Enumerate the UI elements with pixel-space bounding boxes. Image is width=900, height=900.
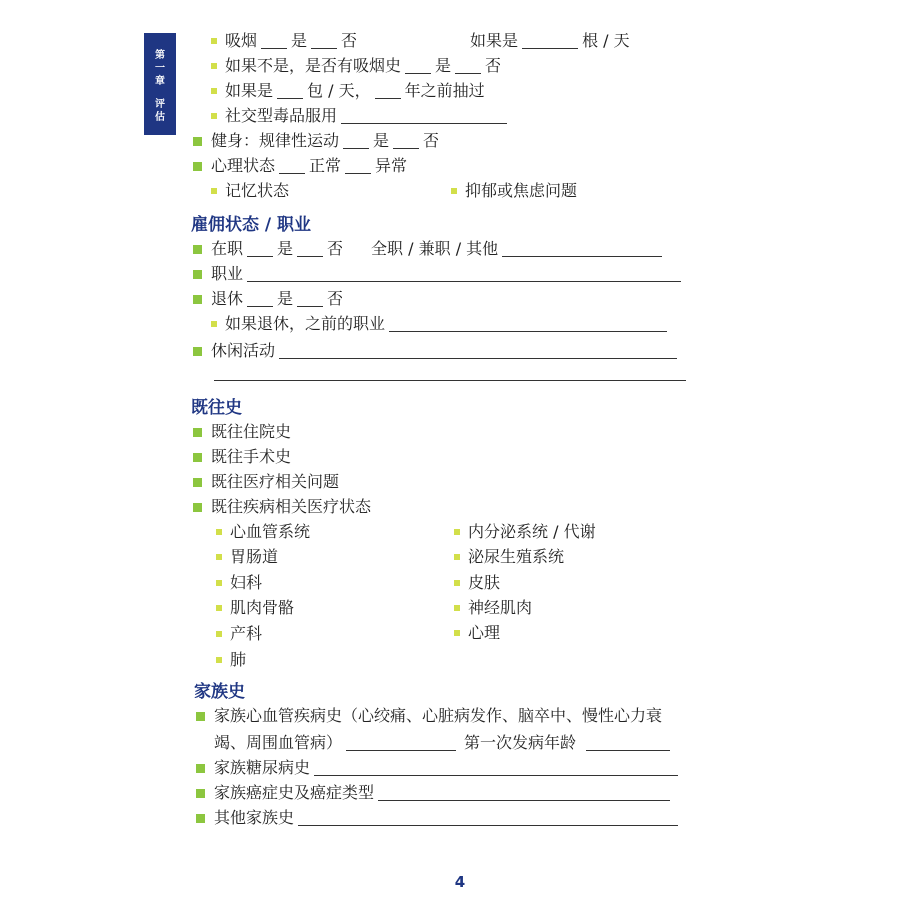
history-item-label: 既往手术史 — [211, 447, 292, 466]
retired-no-blank[interactable] — [297, 292, 323, 307]
bullet-icon — [196, 789, 205, 798]
history-heading: 既往史 — [191, 398, 242, 418]
bullet-icon — [216, 631, 222, 637]
occupation-label: 职业 — [211, 264, 244, 283]
years-ago-label: 年之前抽过 — [404, 81, 485, 100]
bullet-icon — [211, 188, 217, 194]
mental-label: 心理状态 — [211, 156, 276, 175]
list-item — [216, 650, 246, 670]
no-label: 否 — [327, 239, 344, 258]
list-item — [193, 472, 339, 492]
family-diabetes-blank[interactable] — [314, 761, 678, 776]
list-item — [454, 598, 532, 618]
employed-row — [193, 239, 666, 259]
family-cancer-label: 家族癌症史及癌症类型 — [214, 783, 375, 802]
family-cardio-row-continued — [214, 733, 674, 753]
packs-blank[interactable] — [277, 84, 303, 99]
bullet-icon — [216, 605, 222, 611]
retired-row — [193, 289, 343, 309]
bullet-icon — [454, 580, 460, 586]
leisure-row — [193, 341, 681, 361]
smoking-row — [211, 31, 630, 51]
bullet-icon — [193, 270, 202, 279]
years-blank[interactable] — [375, 84, 401, 99]
first-onset-label: 第一次发病年龄 — [464, 733, 577, 752]
yes-label: 是 — [373, 131, 390, 150]
family-diabetes-row — [196, 758, 682, 778]
social-drugs-label: 社交型毒品服用 — [225, 106, 338, 125]
leisure-blank[interactable] — [279, 344, 677, 359]
employment-type-label: 全职 / 兼职 / 其他 — [371, 239, 499, 258]
smoking-yes-blank[interactable] — [261, 34, 287, 49]
fitness-yes-blank[interactable] — [343, 134, 369, 149]
bullet-icon — [216, 529, 222, 535]
bullet-icon — [193, 162, 202, 171]
bullet-icon — [211, 113, 217, 119]
chapter-char: 第 — [155, 50, 165, 61]
list-item — [193, 422, 291, 442]
if-yes-label: 如果是 — [470, 31, 519, 50]
bullet-icon — [193, 478, 202, 487]
smoking-history-row — [211, 56, 501, 76]
memory-label: 记忆状态 — [225, 181, 290, 200]
history-item-label: 既往住院史 — [211, 422, 292, 441]
family-other-blank[interactable] — [298, 811, 678, 826]
bullet-icon — [196, 712, 205, 721]
previous-job-label: 如果退休，之前的职业 — [225, 314, 386, 333]
system-label: 肺 — [230, 650, 247, 669]
list-item — [216, 522, 310, 542]
packs-row — [211, 81, 485, 101]
cigarettes-per-day-blank[interactable] — [522, 34, 578, 49]
retired-yes-blank[interactable] — [247, 292, 273, 307]
abnormal-label: 异常 — [375, 156, 408, 175]
no-label: 否 — [485, 56, 502, 75]
bullet-icon — [211, 88, 217, 94]
bullet-icon — [211, 63, 217, 69]
family-diabetes-label: 家族糖尿病史 — [214, 758, 311, 777]
normal-label: 正常 — [309, 156, 342, 175]
family-cardio-blank[interactable] — [346, 736, 456, 751]
system-label: 心理 — [468, 623, 501, 642]
previous-job-blank[interactable] — [389, 317, 667, 332]
packs-label: 包 / 天， — [307, 81, 371, 100]
bullet-icon — [454, 529, 460, 535]
employment-heading: 雇佣状态 / 职业 — [191, 215, 312, 235]
no-label: 否 — [327, 289, 344, 308]
history-no-blank[interactable] — [455, 59, 481, 74]
family-other-row — [196, 808, 682, 828]
depression-row — [451, 181, 577, 201]
chapter-side-tab — [144, 33, 176, 135]
chapter-title-char: 估 — [155, 112, 165, 123]
leisure-label: 休闲活动 — [211, 341, 276, 360]
yes-label: 是 — [277, 289, 294, 308]
bullet-icon — [454, 630, 460, 636]
history-yes-blank[interactable] — [405, 59, 431, 74]
page-number: 4 — [454, 873, 466, 891]
system-label: 心血管系统 — [230, 522, 311, 541]
system-label: 肌肉骨骼 — [230, 598, 295, 617]
bullet-icon — [193, 347, 202, 356]
list-item — [454, 573, 500, 593]
leisure-extra-line[interactable] — [214, 380, 686, 381]
chapter-char: 章 — [155, 76, 165, 87]
list-item — [454, 623, 500, 643]
yes-label: 是 — [291, 31, 308, 50]
family-cardio-label: 家族心血管疾病史（心绞痛、心脏病发作、脑卒中、慢性心力衰 — [214, 706, 663, 725]
bullet-icon — [193, 295, 202, 304]
mental-row — [193, 156, 407, 176]
smoking-history-label: 如果不是，是否有吸烟史 — [225, 56, 402, 75]
bullet-icon — [216, 580, 222, 586]
mental-normal-blank[interactable] — [279, 159, 305, 174]
chapter-title-char: 评 — [155, 99, 165, 110]
family-cardio-label-continued: 竭、周围血管病） — [214, 733, 343, 752]
mental-abnormal-blank[interactable] — [345, 159, 371, 174]
fitness-row — [193, 131, 439, 151]
chapter-char: 一 — [155, 63, 165, 74]
system-label: 泌尿生殖系统 — [468, 547, 565, 566]
history-item-label: 既往疾病相关医疗状态 — [211, 497, 372, 516]
family-cardio-row — [196, 706, 662, 726]
bullet-icon — [196, 814, 205, 823]
bullet-icon — [211, 321, 217, 327]
bullet-icon — [451, 188, 457, 194]
if-yes-label: 如果是 — [225, 81, 274, 100]
social-drugs-blank[interactable] — [341, 109, 507, 124]
first-onset-blank[interactable] — [586, 736, 670, 751]
bullet-icon — [216, 554, 222, 560]
occupation-blank[interactable] — [247, 267, 681, 282]
system-label: 胃肠道 — [230, 547, 279, 566]
list-item — [454, 522, 596, 542]
system-label: 皮肤 — [468, 573, 501, 592]
list-item — [216, 547, 278, 567]
bullet-icon — [193, 428, 202, 437]
yes-label: 是 — [435, 56, 452, 75]
bullet-icon — [193, 503, 202, 512]
depression-label: 抑郁或焦虑问题 — [465, 181, 578, 200]
employment-type-blank[interactable] — [502, 242, 662, 257]
bullet-icon — [193, 245, 202, 254]
family-cancer-row — [196, 783, 674, 803]
smoking-label: 吸烟 — [225, 31, 258, 50]
employed-label: 在职 — [211, 239, 244, 258]
list-item — [216, 573, 262, 593]
bullet-icon — [454, 605, 460, 611]
no-label: 否 — [341, 31, 358, 50]
system-label: 产科 — [230, 624, 263, 643]
smoking-no-blank[interactable] — [311, 34, 337, 49]
fitness-label: 健身：规律性运动 — [211, 131, 340, 150]
social-drugs-row — [211, 106, 511, 126]
list-item — [193, 497, 371, 517]
history-item-label: 既往医疗相关问题 — [211, 472, 340, 491]
employed-yes-blank[interactable] — [247, 242, 273, 257]
per-day-label: 根 / 天 — [582, 31, 630, 50]
system-label: 神经肌肉 — [468, 598, 533, 617]
occupation-row — [193, 264, 685, 284]
list-item — [454, 547, 564, 567]
list-item — [193, 447, 291, 467]
bullet-icon — [196, 764, 205, 773]
no-label: 否 — [423, 131, 440, 150]
bullet-icon — [193, 453, 202, 462]
previous-job-row — [211, 314, 671, 334]
bullet-icon — [454, 554, 460, 560]
system-label: 内分泌系统 / 代谢 — [468, 522, 596, 541]
fitness-no-blank[interactable] — [393, 134, 419, 149]
bullet-icon — [216, 657, 222, 663]
bullet-icon — [211, 38, 217, 44]
yes-label: 是 — [277, 239, 294, 258]
family-heading: 家族史 — [194, 682, 245, 702]
system-label: 妇科 — [230, 573, 263, 592]
list-item — [216, 598, 294, 618]
list-item — [216, 624, 262, 644]
family-cancer-blank[interactable] — [378, 786, 670, 801]
retired-label: 退休 — [211, 289, 244, 308]
memory-row — [211, 181, 289, 201]
employed-no-blank[interactable] — [297, 242, 323, 257]
bullet-icon — [193, 137, 202, 146]
family-other-label: 其他家族史 — [214, 808, 295, 827]
